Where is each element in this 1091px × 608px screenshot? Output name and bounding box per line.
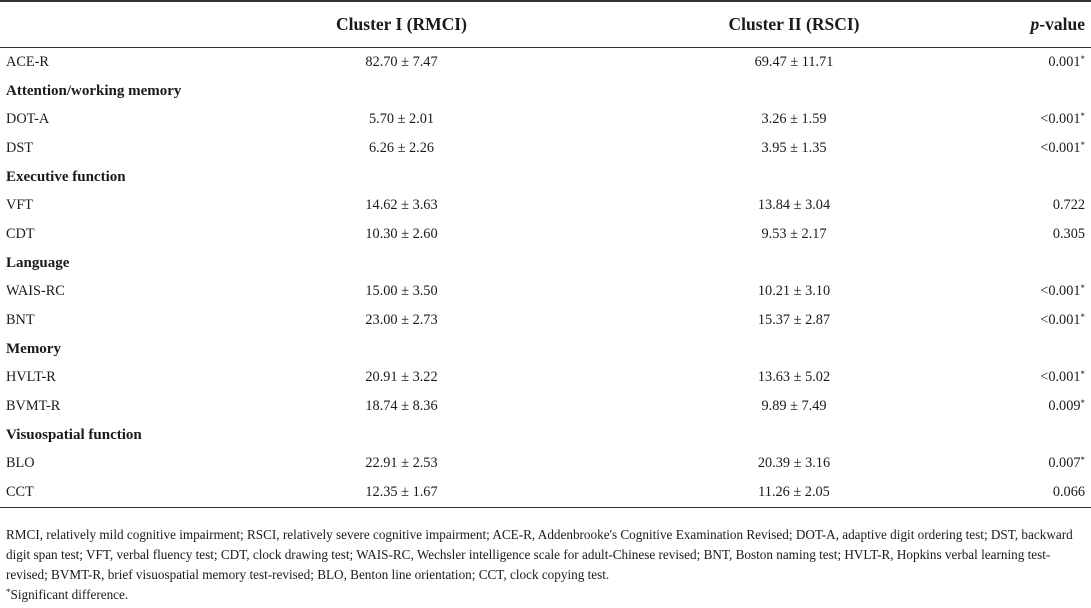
measure-cell: BLO <box>6 455 35 472</box>
cluster-2-cell: 11.26 ± 2.05 <box>565 478 903 507</box>
table-row <box>0 364 1091 393</box>
significance-marker: * <box>1080 53 1085 64</box>
table-footnotes <box>6 525 1086 605</box>
p-value-cell: 0.722 <box>1052 197 1085 214</box>
significance-marker: * <box>1080 312 1085 323</box>
group-label: Language <box>6 254 70 271</box>
significance-marker: * <box>1080 398 1085 409</box>
significance-note: *Significant difference. <box>6 587 129 602</box>
cluster-1-cell: 5.70 ± 2.01 <box>368 111 435 128</box>
p-value-cell: <0.001* <box>1040 283 1085 300</box>
cluster-1-cell: 12.35 ± 1.67 <box>238 478 565 507</box>
cluster-2-cell: 13.84 ± 3.04 <box>757 197 831 214</box>
header-measure <box>0 1 238 48</box>
cluster-1-cell: 15.00 ± 3.50 <box>365 283 438 300</box>
significance-marker: * <box>1080 455 1085 466</box>
cluster-2-cell: 13.63 ± 5.02 <box>757 369 831 386</box>
group-label: Visuospatial function <box>6 426 142 443</box>
cluster-1-cell: 14.62 ± 3.63 <box>365 197 438 214</box>
cluster-2-cell: 9.53 ± 2.17 <box>761 225 827 242</box>
measure-cell: CCT <box>0 478 238 507</box>
cluster-2-cell: 20.39 ± 3.16 <box>757 455 831 472</box>
table-row <box>0 105 1091 134</box>
measure-cell: CDT <box>6 225 35 242</box>
group-header-row <box>0 77 1091 106</box>
table-row <box>0 278 1091 307</box>
p-value-cell: <0.001* <box>1040 139 1085 156</box>
cluster-2-cell: 69.47 ± 11.71 <box>754 53 834 70</box>
table-row <box>0 478 1091 507</box>
group-label: Memory <box>6 340 61 357</box>
table-row <box>0 450 1091 479</box>
group-header-row <box>0 163 1091 192</box>
measure-cell: BNT <box>6 312 35 329</box>
cluster-2-cell: 15.37 ± 2.87 <box>757 312 831 329</box>
p-value-cell: <0.001* <box>1040 312 1085 329</box>
p-value-cell: <0.001* <box>1040 369 1085 386</box>
cluster-1-cell: 20.91 ± 3.22 <box>365 369 438 386</box>
cluster-2-cell: 10.21 ± 3.10 <box>757 283 831 300</box>
measure-cell: BVMT-R <box>6 398 61 415</box>
cluster-1-cell: 22.91 ± 2.53 <box>365 455 438 472</box>
group-header-row <box>0 249 1091 278</box>
group-header-row <box>0 421 1091 450</box>
p-value-cell: <0.001* <box>1040 111 1085 128</box>
measure-cell: VFT <box>6 197 34 214</box>
measure-cell: DST <box>6 139 34 156</box>
header-cluster-2: Cluster II (RSCI) <box>565 1 903 48</box>
p-value-cell: 0.001* <box>1048 53 1085 70</box>
p-value-cell: 0.007* <box>1048 455 1085 472</box>
cluster-2-cell: 9.89 ± 7.49 <box>761 398 827 415</box>
significance-marker: * <box>1080 283 1085 294</box>
table-row <box>0 306 1091 335</box>
measure-cell: WAIS-RC <box>6 283 65 300</box>
significance-marker: * <box>1080 139 1085 150</box>
cluster-1-cell: 10.30 ± 2.60 <box>365 225 438 242</box>
p-value-cell: 0.009* <box>1048 398 1085 415</box>
cluster-2-cell: 3.95 ± 1.35 <box>761 139 827 156</box>
significance-marker: * <box>1080 369 1085 380</box>
header-p-value: p-value <box>903 1 1091 48</box>
measure-cell: DOT-A <box>6 111 50 128</box>
table-row <box>0 191 1091 220</box>
cluster-1-cell: 82.70 ± 7.47 <box>365 53 438 70</box>
group-label: Attention/working memory <box>6 82 182 99</box>
abbreviations-note: RMCI, relatively mild cognitive impairment; RSCI, relatively severe cognitive impairment; ACE-R, Addenbrooke's Cognitive Examination Revised; DOT-A, adaptive digit ordering test; DST, backward digit span test; VFT, verbal fluency test; CDT, clock drawing test; WAIS-RC, Wechsler intelligence scale for adult-Chinese revised; BNT, Boston naming test; HVLT-R, Hopkins verbal learning test-revised; BVMT-R, brief visuospatial memory test-revised; BLO, Benton line orientation; CCT, clock copying test. <box>6 527 1073 582</box>
measure-cell: HVLT-R <box>6 369 56 386</box>
cluster-1-cell: 6.26 ± 2.26 <box>368 139 435 156</box>
group-header-row <box>0 335 1091 364</box>
cluster-1-cell: 18.74 ± 8.36 <box>365 398 438 415</box>
p-value-cell: 0.305 <box>1052 225 1085 242</box>
group-label: Executive function <box>6 168 126 185</box>
table-row <box>0 48 1091 77</box>
significance-marker: * <box>1080 111 1085 122</box>
measure-cell: ACE-R <box>6 53 49 70</box>
header-row <box>0 1 1091 48</box>
table-row <box>0 220 1091 249</box>
header-cluster-1: Cluster I (RMCI) <box>238 1 565 48</box>
table-body <box>0 48 1091 508</box>
table-row <box>0 134 1091 163</box>
p-value-cell: 0.066 <box>903 478 1091 507</box>
cluster-1-cell: 23.00 ± 2.73 <box>365 312 438 329</box>
table-row <box>0 392 1091 421</box>
cluster-2-cell: 3.26 ± 1.59 <box>761 111 827 128</box>
